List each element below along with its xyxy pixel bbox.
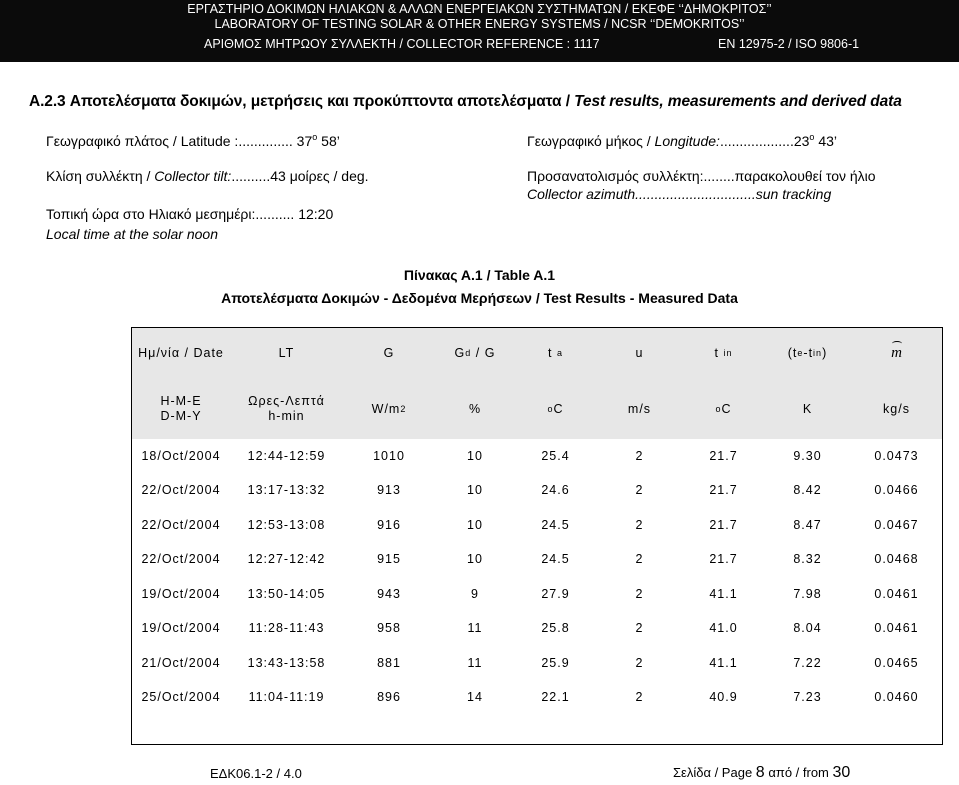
cell-mass-flow: 0.0468 xyxy=(874,552,919,567)
page-of-label: από / from xyxy=(768,765,829,780)
cell-wind-speed: 2 xyxy=(635,690,644,705)
col-header-u: u xyxy=(635,346,644,360)
cell-temp-difference: 8.32 xyxy=(793,552,822,567)
cell-irradiance-g: 913 xyxy=(377,483,401,498)
cell-date: 19/Oct/2004 xyxy=(141,586,221,601)
cell-ambient-temp: 25.4 xyxy=(541,448,570,463)
col-header-date: Ημ/νία / Date xyxy=(138,346,224,360)
cell-date: 25/Oct/2004 xyxy=(141,690,221,705)
footer-document-code: ΕΔΚ06.1-2 / 4.0 xyxy=(210,766,302,781)
table-row xyxy=(132,681,942,716)
cell-temp-difference: 8.42 xyxy=(793,483,822,498)
cell-irradiance-g: 1010 xyxy=(373,448,405,463)
section-number: A.2.3 xyxy=(29,93,66,110)
cell-time-interval: 13:43-13:58 xyxy=(247,655,326,670)
tilt-label-en: Collector tilt: xyxy=(154,168,232,184)
section-title-gr: Αποτελέσματα δοκιμών, μετρήσεις και προκύπτοντα αποτελέσματα / xyxy=(69,93,570,110)
cell-mass-flow: 0.0473 xyxy=(874,448,919,463)
cell-mass-flow: 0.0460 xyxy=(874,690,919,705)
header-lab-name-en: LABORATORY OF TESTING SOLAR & OTHER ENERGY SYSTEMS / NCSR ‘‘DEMOKRITOS’’ xyxy=(214,17,745,31)
footer-page-info xyxy=(673,764,850,782)
cell-diffuse-fraction: 9 xyxy=(471,586,479,601)
cell-wind-speed: 2 xyxy=(635,655,644,670)
cell-date: 18/Oct/2004 xyxy=(141,448,221,463)
col-header-te-tin: (t e -t in ) xyxy=(787,346,828,360)
cell-date: 22/Oct/2004 xyxy=(141,517,221,532)
cell-inlet-temp: 41.1 xyxy=(709,586,738,601)
cell-wind-speed: 2 xyxy=(635,586,644,601)
measured-data-table xyxy=(131,327,943,745)
cell-ambient-temp: 22.1 xyxy=(541,690,570,705)
cell-temp-difference: 7.98 xyxy=(793,586,822,601)
cell-mass-flow: 0.0466 xyxy=(874,483,919,498)
cell-temp-difference: 7.23 xyxy=(793,690,822,705)
table-row xyxy=(132,439,942,474)
col-header-g: G xyxy=(383,346,395,360)
latitude-minutes: 58’ xyxy=(321,133,340,149)
cell-ambient-temp: 27.9 xyxy=(541,586,570,601)
col-header-gd: G d / G xyxy=(454,346,496,360)
unit-te-tin: K xyxy=(802,401,813,416)
cell-diffuse-fraction: 10 xyxy=(467,483,483,498)
azimuth-line-gr xyxy=(527,167,876,185)
col-header-mass-flow xyxy=(851,328,942,379)
col-header-tin: t in xyxy=(714,346,733,360)
section-title-en: Test results, measurements and derived data xyxy=(574,93,902,110)
cell-date: 22/Oct/2004 xyxy=(141,483,221,498)
table-row xyxy=(132,646,942,681)
cell-date: 19/Oct/2004 xyxy=(141,621,221,636)
cell-inlet-temp: 21.7 xyxy=(709,552,738,567)
cell-date: 21/Oct/2004 xyxy=(141,655,221,670)
col-header-ta: t a xyxy=(548,346,563,360)
latitude-line: Γεωγραφικό πλάτος / Latitude :.............. 37$^o$ 58’ xyxy=(46,132,340,149)
azimuth-dots: ........ xyxy=(703,168,735,184)
unit-u: m/s xyxy=(627,401,652,416)
cell-inlet-temp: 21.7 xyxy=(709,483,738,498)
cell-wind-speed: 2 xyxy=(635,552,644,567)
solar-noon-line-en xyxy=(46,225,218,243)
latitude-degrees: 37 xyxy=(296,133,313,149)
unit-tin: o C xyxy=(715,401,732,416)
header-collector-reference: ΑΡΙΘΜΟΣ ΜΗΤΡΩΟΥ ΣΥΛΛΕΚΤΗ / COLLECTOR REFERENCE : 1117 xyxy=(204,37,600,51)
longitude-minutes: 43’ xyxy=(818,133,838,149)
cell-time-interval: 12:44-12:59 xyxy=(247,448,326,463)
header-standard: EN 12975-2 / ISO 9806-1 xyxy=(718,37,860,51)
cell-diffuse-fraction: 11 xyxy=(467,655,483,670)
azimuth-value-en: sun tracking xyxy=(755,186,832,202)
unit-g: W/m 2 xyxy=(371,401,407,416)
longitude-degrees: 23 xyxy=(793,133,810,149)
solar-noon-dots: .......... xyxy=(255,206,295,222)
table-row xyxy=(132,508,942,543)
table-header-row xyxy=(132,328,942,379)
unit-date: H-M-E D-M-Y xyxy=(160,394,202,423)
cell-inlet-temp: 41.0 xyxy=(709,621,738,636)
azimuth-dots-en: ............................... xyxy=(635,186,756,202)
tilt-line xyxy=(46,167,369,185)
longitude-dots: ................... xyxy=(719,133,794,149)
cell-mass-flow: 0.0461 xyxy=(874,586,919,601)
longitude-label-gr: Γεωγραφικό μήκος / xyxy=(527,133,655,149)
unit-lt: Ωρες-Λεπτά h-min xyxy=(248,394,325,423)
page-number: 8 xyxy=(755,764,765,781)
cell-irradiance-g: 958 xyxy=(377,621,401,636)
cell-inlet-temp: 40.9 xyxy=(709,690,738,705)
cell-mass-flow: 0.0467 xyxy=(874,517,919,532)
cell-irradiance-g: 916 xyxy=(377,517,401,532)
cell-diffuse-fraction: 10 xyxy=(467,517,483,532)
cell-mass-flow: 0.0465 xyxy=(874,655,919,670)
latitude-dots: .............. xyxy=(238,133,293,149)
page-total: 30 xyxy=(832,764,851,781)
unit-mass-flow: kg/s xyxy=(883,401,910,416)
cell-irradiance-g: 915 xyxy=(377,552,401,567)
cell-wind-speed: 2 xyxy=(635,517,644,532)
table-row xyxy=(132,474,942,509)
azimuth-line-en xyxy=(527,185,831,203)
unit-ta: o C xyxy=(547,401,564,416)
mass-flow-symbol: m xyxy=(891,345,902,361)
cell-irradiance-g: 881 xyxy=(377,655,401,670)
table-caption-number: Πίνακας Α.1 / Table A.1 xyxy=(403,267,556,283)
cell-mass-flow: 0.0461 xyxy=(874,621,919,636)
cell-time-interval: 12:27-12:42 xyxy=(247,552,326,567)
cell-wind-speed: 2 xyxy=(635,621,644,636)
cell-ambient-temp: 25.9 xyxy=(541,655,570,670)
cell-diffuse-fraction: 10 xyxy=(467,448,483,463)
cell-time-interval: 13:17-13:32 xyxy=(247,483,326,498)
longitude-line: Γεωγραφικό μήκος / Longitude:...................23$^o$ 43’ xyxy=(527,132,838,149)
document-header xyxy=(0,0,959,62)
cell-temp-difference: 9.30 xyxy=(793,448,822,463)
table-caption-title: Αποτελέσματα Δοκιμών - Δεδομένα Μερήσεων / Test Results - Measured Data xyxy=(221,290,738,306)
cell-temp-difference: 7.22 xyxy=(793,655,822,670)
latitude-label: Γεωγραφικό πλάτος / Latitude : xyxy=(46,133,239,149)
table-row xyxy=(132,612,942,647)
table-row xyxy=(132,543,942,578)
cell-wind-speed: 2 xyxy=(635,448,644,463)
tilt-dots: .......... xyxy=(231,168,271,184)
header-lab-name-gr: ΕΡΓΑΣΤΗΡΙΟ ΔΟΚΙΜΩΝ ΗΛΙΑΚΩΝ & ΑΛΛΩΝ ΕΝΕΡΓΕΙΑΚΩΝ ΣΥΣΤΗΜΑΤΩΝ / ΕΚΕΦΕ ‘‘ΔΗΜΟΚΡΙΤΟΣ’’ xyxy=(187,2,772,16)
cell-irradiance-g: 943 xyxy=(377,586,401,601)
cell-date: 22/Oct/2004 xyxy=(141,552,221,567)
cell-ambient-temp: 24.5 xyxy=(541,517,570,532)
table-units-row xyxy=(132,379,942,439)
cell-temp-difference: 8.04 xyxy=(793,621,822,636)
cell-time-interval: 13:50-14:05 xyxy=(247,586,326,601)
solar-noon-label-gr: Τοπική ώρα στο Ηλιακό μεσημέρι: xyxy=(46,206,256,222)
tilt-value: 43 μοίρες / deg. xyxy=(270,168,369,184)
cell-ambient-temp: 24.6 xyxy=(541,483,570,498)
cell-ambient-temp: 24.5 xyxy=(541,552,570,567)
cell-time-interval: 11:28-11:43 xyxy=(248,621,325,636)
cell-temp-difference: 8.47 xyxy=(793,517,822,532)
cell-diffuse-fraction: 14 xyxy=(467,690,483,705)
section-heading xyxy=(29,93,957,111)
cell-wind-speed: 2 xyxy=(635,483,644,498)
cell-diffuse-fraction: 10 xyxy=(467,552,483,567)
cell-time-interval: 12:53-13:08 xyxy=(247,517,326,532)
cell-diffuse-fraction: 11 xyxy=(467,621,483,636)
cell-irradiance-g: 896 xyxy=(377,690,401,705)
solar-noon-label-en: Local time at the solar noon xyxy=(46,226,218,242)
cell-inlet-temp: 41.1 xyxy=(709,655,738,670)
page-label: Σελίδα / Page xyxy=(673,765,753,780)
solar-noon-value: 12:20 xyxy=(298,206,334,222)
col-header-lt: LT xyxy=(278,346,295,360)
cell-inlet-temp: 21.7 xyxy=(709,448,738,463)
solar-noon-line xyxy=(46,205,333,223)
azimuth-value-gr: παρακολουθεί τον ήλιο xyxy=(734,168,876,184)
table-caption xyxy=(0,264,959,310)
cell-time-interval: 11:04-11:19 xyxy=(248,690,325,705)
tilt-label-gr: Κλίση συλλέκτη / xyxy=(46,168,155,184)
azimuth-label-gr: Προσανατολισμός συλλέκτη: xyxy=(527,168,704,184)
cell-inlet-temp: 21.7 xyxy=(709,517,738,532)
cell-ambient-temp: 25.8 xyxy=(541,621,570,636)
unit-gd: % xyxy=(468,401,482,416)
longitude-label-en: Longitude: xyxy=(654,133,720,149)
table-row xyxy=(132,577,942,612)
azimuth-label-en: Collector azimuth xyxy=(527,186,636,202)
